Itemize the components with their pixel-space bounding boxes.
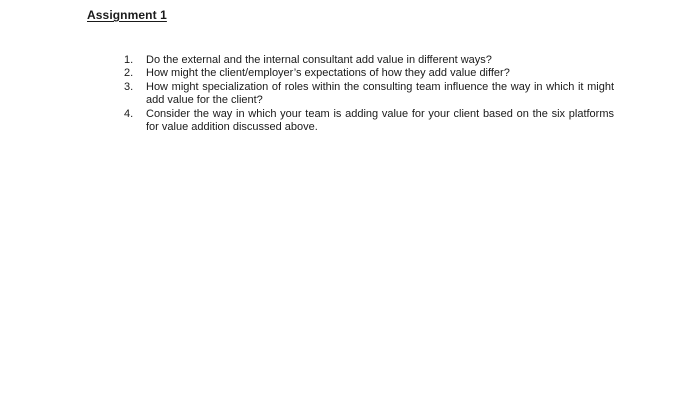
question-text: Do the external and the internal consultant add value in different ways? (146, 54, 492, 66)
question-number: 4. (124, 107, 134, 120)
question-text: How might specialization of roles within the consulting team influence the way in which it might add value for the client? (146, 80, 614, 107)
question-item (124, 81, 614, 108)
question-number: 3. (124, 80, 134, 93)
question-item (124, 108, 614, 135)
question-item (124, 54, 614, 67)
assignment-heading: Assignment 1 (87, 8, 167, 22)
question-number: 2. (124, 67, 134, 80)
question-text: Consider the way in which your team is adding value for your client based on the six platforms for value addition discussed above. (146, 107, 614, 134)
question-list (124, 54, 614, 134)
question-item (124, 67, 614, 80)
question-text: How might the client/employer’s expectations of how they add value differ? (146, 67, 510, 80)
question-number: 1. (124, 54, 134, 66)
